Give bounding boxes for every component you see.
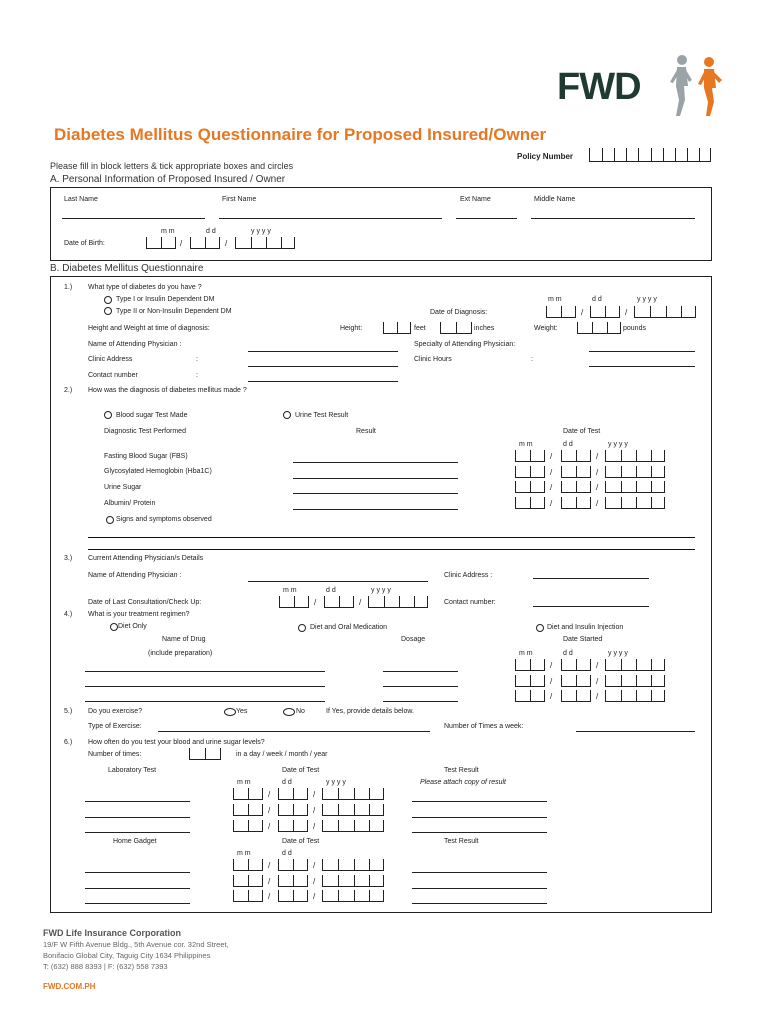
q2-r2-yyyy[interactable] [605, 466, 665, 478]
q1-physician-label: Name of Attending Physician : [88, 341, 182, 348]
q4-r3-dd[interactable] [561, 690, 591, 702]
q6-result-head: Test Result [444, 767, 479, 774]
q6-num-times-field[interactable] [189, 748, 221, 760]
q6-date-test-head-2: Date of Test [282, 838, 320, 845]
q3-contact-input[interactable] [533, 606, 649, 607]
q6-lab-result-1[interactable] [412, 801, 547, 802]
q4-drug-input-1[interactable] [85, 671, 325, 672]
q2-result-urine[interactable] [293, 493, 458, 494]
q6-lab-r2-sep1: / [268, 806, 271, 815]
q2-result-albumin[interactable] [293, 509, 458, 510]
footer-web-link[interactable]: FWD.COM.PH [43, 982, 96, 991]
q6-lab-r1-dd[interactable] [278, 788, 308, 800]
fwd-logo [557, 66, 641, 109]
q2-r1-sep2: / [596, 452, 599, 461]
q4-r3-sep2: / [596, 692, 599, 701]
q1-colon-2: : [531, 356, 533, 363]
q4-r2-sep1: / [550, 677, 553, 686]
q1-clinic-address-label: Clinic Address [88, 356, 133, 363]
q2-r4-dd[interactable] [561, 497, 591, 509]
q4-text: What is your treatment regimen? [88, 611, 190, 618]
q6-mm-head-2: m m [237, 850, 251, 857]
middle-name-label: Middle Name [534, 196, 576, 203]
q4-r1-dd[interactable] [561, 659, 591, 671]
q1-contact-label: Contact number [88, 372, 138, 379]
q4-col-started: Date Started [563, 636, 603, 643]
q2-r4-sep2: / [596, 499, 599, 508]
q2-r4-mm[interactable] [515, 497, 545, 509]
first-name-label: First Name [222, 196, 257, 203]
q1-weight-label: Weight: [534, 325, 558, 332]
q2-mm-head: m m [519, 441, 533, 448]
q1-pounds-label: pounds [623, 325, 646, 332]
q6-gad-r2-dd[interactable] [278, 875, 308, 887]
q6-lab-r2-sep2: / [313, 806, 316, 815]
q1-weight-field[interactable] [577, 322, 621, 334]
q2-r4-yyyy[interactable] [605, 497, 665, 509]
q4-diet-label: Diet Only [118, 623, 147, 630]
q6-dd-head: d d [282, 779, 292, 786]
q2-blood-radio[interactable] [104, 411, 112, 419]
footer-company: FWD Life Insurance Corporation [43, 928, 182, 938]
q6-gad-r3-yyyy[interactable] [322, 890, 384, 902]
q2-dd-head: d d [563, 441, 573, 448]
q6-lab-r3-dd[interactable] [278, 820, 308, 832]
q4-r1-mm[interactable] [515, 659, 545, 671]
q5-no-label: No [296, 708, 305, 715]
q1-diag-mm[interactable] [546, 306, 576, 318]
q5-times-label: Number of Times a week: [444, 723, 524, 730]
q5-yes-label: Yes [236, 708, 248, 715]
q6-date-test-head: Date of Test [282, 767, 320, 774]
q5-if-yes: If Yes, provide details below. [326, 708, 414, 715]
q4-r3-yyyy[interactable] [605, 690, 665, 702]
q4-mm-head: m m [519, 650, 533, 657]
q4-col-drug: Name of Drug [162, 636, 206, 643]
q6-lab-r3-sep1: / [268, 822, 271, 831]
q3-dd-head: d d [326, 587, 336, 594]
q6-gad-r3-sep2: / [313, 892, 316, 901]
q1-text: What type of diabetes do you have ? [88, 284, 202, 291]
q5-yes-radio[interactable] [224, 708, 236, 716]
q1-dd-head: d d [592, 296, 602, 303]
q5-text: Do you exercise? [88, 708, 143, 715]
q6-home-gadget-head: Home Gadget [113, 838, 157, 845]
q1-diag-yyyy[interactable] [634, 306, 696, 318]
q1-type2-radio[interactable] [104, 307, 112, 315]
q4-r2-mm[interactable] [515, 675, 545, 687]
q2-r1-dd[interactable] [561, 450, 591, 462]
q2-r2-sep2: / [596, 468, 599, 477]
q6-attach-note: Please attach copy of result [420, 779, 506, 786]
q2-text: How was the diagnosis of diabetes mellitus made ? [88, 387, 247, 394]
q2-signs-input-1[interactable] [88, 537, 695, 538]
q6-gad-r1-sep2: / [313, 861, 316, 870]
q3-clinic-input[interactable] [533, 578, 649, 579]
q6-number: 6.) [64, 739, 73, 746]
q2-result-hba1c[interactable] [293, 478, 458, 479]
q4-r1-sep1: / [550, 661, 553, 670]
footer-address-1: 19/F W Fifth Avenue Bldg., 5th Avenue cor. 32nd Street, [43, 940, 229, 949]
q2-r3-sep1: / [550, 483, 553, 492]
q4-diet-radio[interactable] [110, 623, 118, 631]
q1-yyyy-head: y y y y [637, 296, 657, 303]
q2-r1-sep1: / [550, 452, 553, 461]
dob-sep-2: / [225, 239, 228, 248]
page-title: Diabetes Mellitus Questionnaire for Proposed Insured/Owner [54, 125, 547, 144]
q1-number: 1.) [64, 284, 73, 291]
section-b-heading: B. Diabetes Mellitus Questionnaire [50, 263, 204, 274]
q3-mm-head: m m [283, 587, 297, 594]
q4-dosage-input-3[interactable] [383, 701, 458, 702]
q1-height-label: Height: [340, 325, 363, 332]
q6-per-label: in a day / week / month / year [236, 751, 328, 758]
q3-number: 3.) [64, 555, 73, 562]
q4-r2-yyyy[interactable] [605, 675, 665, 687]
q1-feet-field[interactable] [383, 322, 411, 334]
q5-number: 5.) [64, 708, 73, 715]
q4-dd-head: d d [563, 650, 573, 657]
q3-contact-label: Contact number: [444, 599, 496, 606]
middle-name-input[interactable] [531, 218, 695, 219]
instructions: Please fill in block letters & tick appropriate boxes and circles [50, 161, 294, 171]
footer-address-2: Bonifacio Global City, Taguig City 1634 Philippines [43, 951, 211, 960]
q1-hw-label: Height and Weight at time of diagnosis: [88, 325, 210, 332]
first-name-input[interactable] [219, 218, 442, 219]
q6-gadget-input-3[interactable] [85, 903, 190, 904]
q6-lab-r2-dd[interactable] [278, 804, 308, 816]
q6-lab-r1-yyyy[interactable] [322, 788, 384, 800]
q1-diag-dd[interactable] [590, 306, 620, 318]
q3-physician-input[interactable] [248, 581, 428, 582]
q1-date-diagnosis-label: Date of Diagnosis: [430, 309, 488, 316]
q4-yyyy-head: y y y y [608, 650, 628, 657]
q2-test-fbs: Fasting Blood Sugar (FBS) [104, 453, 188, 460]
q4-r1-sep2: / [596, 661, 599, 670]
q4-oral-label: Diet and Oral Medication [310, 624, 388, 631]
q2-test-hba1c: Glycosylated Hemoglobin (Hba1C) [104, 468, 212, 475]
q6-lab-result-2[interactable] [412, 817, 547, 818]
q2-signs-input-2[interactable] [88, 549, 695, 550]
q4-col-drug2: (include preparation) [148, 650, 213, 657]
q1-specialty-input[interactable] [589, 351, 695, 352]
q2-r1-yyyy[interactable] [605, 450, 665, 462]
dob-mm-head: m m [161, 228, 175, 235]
q3-last-consult-label: Date of Last Consultation/Check Up: [88, 599, 202, 606]
q1-type1-label: Type I or Insulin Dependent DM [116, 296, 215, 303]
q3-mm-field[interactable] [279, 596, 309, 608]
q2-col-result: Result [356, 428, 376, 435]
q6-lab-input-2[interactable] [85, 817, 190, 818]
q3-physician-label: Name of Attending Physician : [88, 572, 182, 579]
q6-dd-head-2: d d [282, 850, 292, 857]
q6-lab-r1-sep2: / [313, 790, 316, 799]
q4-r2-sep2: / [596, 677, 599, 686]
q1-clinic-hours-input[interactable] [589, 366, 695, 367]
q3-clinic-label: Clinic Address : [444, 572, 493, 579]
q2-r3-mm[interactable] [515, 481, 545, 493]
q6-gadget-input-1[interactable] [85, 872, 190, 873]
q6-lab-result-3[interactable] [412, 832, 547, 833]
q6-result-head-2: Test Result [444, 838, 479, 845]
q6-gad-r2-mm[interactable] [233, 875, 263, 887]
q3-sep-2: / [359, 598, 362, 607]
q1-feet-label: feet [414, 325, 426, 332]
q6-gad-r3-mm[interactable] [233, 890, 263, 902]
q6-gad-r2-yyyy[interactable] [322, 875, 384, 887]
q4-dosage-input-1[interactable] [383, 671, 458, 672]
q2-r2-sep1: / [550, 468, 553, 477]
q1-clinic-hours-label: Clinic Hours [414, 356, 452, 363]
q2-col-test: Diagnostic Test Performed [104, 428, 186, 435]
q1-sep-1: / [581, 308, 584, 317]
q6-lab-r3-mm[interactable] [233, 820, 263, 832]
q6-mm-head: m m [237, 779, 251, 786]
q6-lab-r1-sep1: / [268, 790, 271, 799]
q6-gadget-result-1[interactable] [412, 872, 547, 873]
q2-signs-label: Signs and symptoms observed [116, 516, 212, 523]
q6-gad-r1-dd[interactable] [278, 859, 308, 871]
q2-r3-yyyy[interactable] [605, 481, 665, 493]
q4-insulin-label: Diet and Insulin Injection [547, 624, 624, 631]
q6-lab-r2-yyyy[interactable] [322, 804, 384, 816]
q6-lab-r1-mm[interactable] [233, 788, 263, 800]
q4-r3-mm[interactable] [515, 690, 545, 702]
q1-type2-label: Type II or Non-Insulin Dependent DM [116, 308, 232, 315]
q4-dosage-input-2[interactable] [383, 686, 458, 687]
policy-number-field[interactable] [589, 148, 711, 162]
q1-mm-head: m m [548, 296, 562, 303]
q2-r3-dd[interactable] [561, 481, 591, 493]
dob-yyyy-head: y y y y [251, 228, 271, 235]
last-name-input[interactable] [62, 218, 205, 219]
q6-yyyy-head: y y y y [326, 779, 346, 786]
q6-gadget-result-2[interactable] [412, 888, 547, 889]
q1-colon-1: : [196, 356, 198, 363]
dob-sep-1: / [180, 239, 183, 248]
ext-name-input[interactable] [456, 218, 517, 219]
q2-test-urine: Urine Sugar [104, 484, 142, 491]
q6-gad-r2-sep2: / [313, 877, 316, 886]
q6-lab-input-3[interactable] [85, 832, 190, 833]
q1-inches-label: inches [474, 325, 495, 332]
q4-oral-radio[interactable] [298, 624, 306, 632]
q3-yyyy-field[interactable] [368, 596, 428, 608]
q5-times-input[interactable] [576, 731, 695, 732]
ext-name-label: Ext Name [460, 196, 491, 203]
footer-phone: T: (632) 888 8393 | F: (632) 558 7393 [43, 962, 168, 971]
q2-r4-sep1: / [550, 499, 553, 508]
q2-r2-mm[interactable] [515, 466, 545, 478]
q2-result-fbs[interactable] [293, 462, 458, 463]
q4-r1-yyyy[interactable] [605, 659, 665, 671]
q2-number: 2.) [64, 387, 73, 394]
q6-gadget-result-3[interactable] [412, 903, 547, 904]
q6-gad-r1-mm[interactable] [233, 859, 263, 871]
q6-gad-r3-dd[interactable] [278, 890, 308, 902]
q1-clinic-address-input[interactable] [248, 366, 398, 367]
q4-drug-input-2[interactable] [85, 686, 325, 687]
q5-type-label: Type of Exercise: [88, 723, 142, 730]
dob-yyyy-field[interactable] [235, 237, 295, 249]
q6-gadget-input-2[interactable] [85, 888, 190, 889]
q6-gad-r2-sep1: / [268, 877, 271, 886]
q6-gad-r1-sep1: / [268, 861, 271, 870]
q4-r2-dd[interactable] [561, 675, 591, 687]
q1-inches-field[interactable] [440, 322, 472, 334]
q2-yyyy-head: y y y y [608, 441, 628, 448]
section-a-box [50, 187, 712, 261]
q1-specialty-label: Specialty of Attending Physician: [414, 341, 516, 348]
q2-blood-label: Blood sugar Test Made [116, 412, 188, 419]
q2-r3-sep2: / [596, 483, 599, 492]
q1-physician-input[interactable] [248, 351, 398, 352]
q3-sep-1: / [314, 598, 317, 607]
q6-num-times-label: Number of times: [88, 751, 142, 758]
q6-gad-r1-yyyy[interactable] [322, 859, 384, 871]
q2-r2-dd[interactable] [561, 466, 591, 478]
q3-dd-field[interactable] [324, 596, 354, 608]
dob-mm-field[interactable] [146, 237, 176, 249]
dob-dd-field[interactable] [190, 237, 220, 249]
q4-drug-input-3[interactable] [85, 701, 325, 702]
section-a-heading: A. Personal Information of Proposed Insured / Owner [50, 174, 286, 185]
q6-lab-test-head: Laboratory Test [108, 767, 157, 774]
q3-yyyy-head: y y y y [371, 587, 391, 594]
q2-test-albumin: Albumin/ Protein [104, 500, 156, 507]
runners-logo-icon [664, 52, 730, 118]
q4-number: 4.) [64, 611, 73, 618]
q6-gad-r3-sep1: / [268, 892, 271, 901]
q3-text: Current Attending Physician/s Details [88, 555, 204, 562]
q6-lab-r2-mm[interactable] [233, 804, 263, 816]
q1-contact-input[interactable] [248, 381, 398, 382]
q2-signs-radio[interactable] [106, 516, 114, 524]
q5-no-radio[interactable] [283, 708, 295, 716]
q4-col-dosage: Dosage [401, 636, 426, 643]
q6-lab-input-1[interactable] [85, 801, 190, 802]
policy-number-label: Policy Number [517, 152, 574, 161]
q6-text: How often do you test your blood and urine sugar levels? [88, 739, 265, 746]
q4-insulin-radio[interactable] [536, 624, 544, 632]
q6-lab-r3-sep2: / [313, 822, 316, 831]
q1-sep-2: / [625, 308, 628, 317]
q6-lab-r3-yyyy[interactable] [322, 820, 384, 832]
logo-text: FWD [557, 66, 641, 108]
q2-urine-label: Urine Test Result [295, 412, 349, 419]
q4-r3-sep1: / [550, 692, 553, 701]
dob-dd-head: d d [206, 228, 216, 235]
q1-colon-3: : [196, 372, 198, 379]
q2-urine-radio[interactable] [283, 411, 291, 419]
q1-type1-radio[interactable] [104, 296, 112, 304]
q5-type-input[interactable] [158, 731, 430, 732]
q2-col-date: Date of Test [563, 428, 601, 435]
dob-label: Date of Birth: [64, 240, 105, 247]
q2-r1-mm[interactable] [515, 450, 545, 462]
last-name-label: Last Name [64, 196, 98, 203]
